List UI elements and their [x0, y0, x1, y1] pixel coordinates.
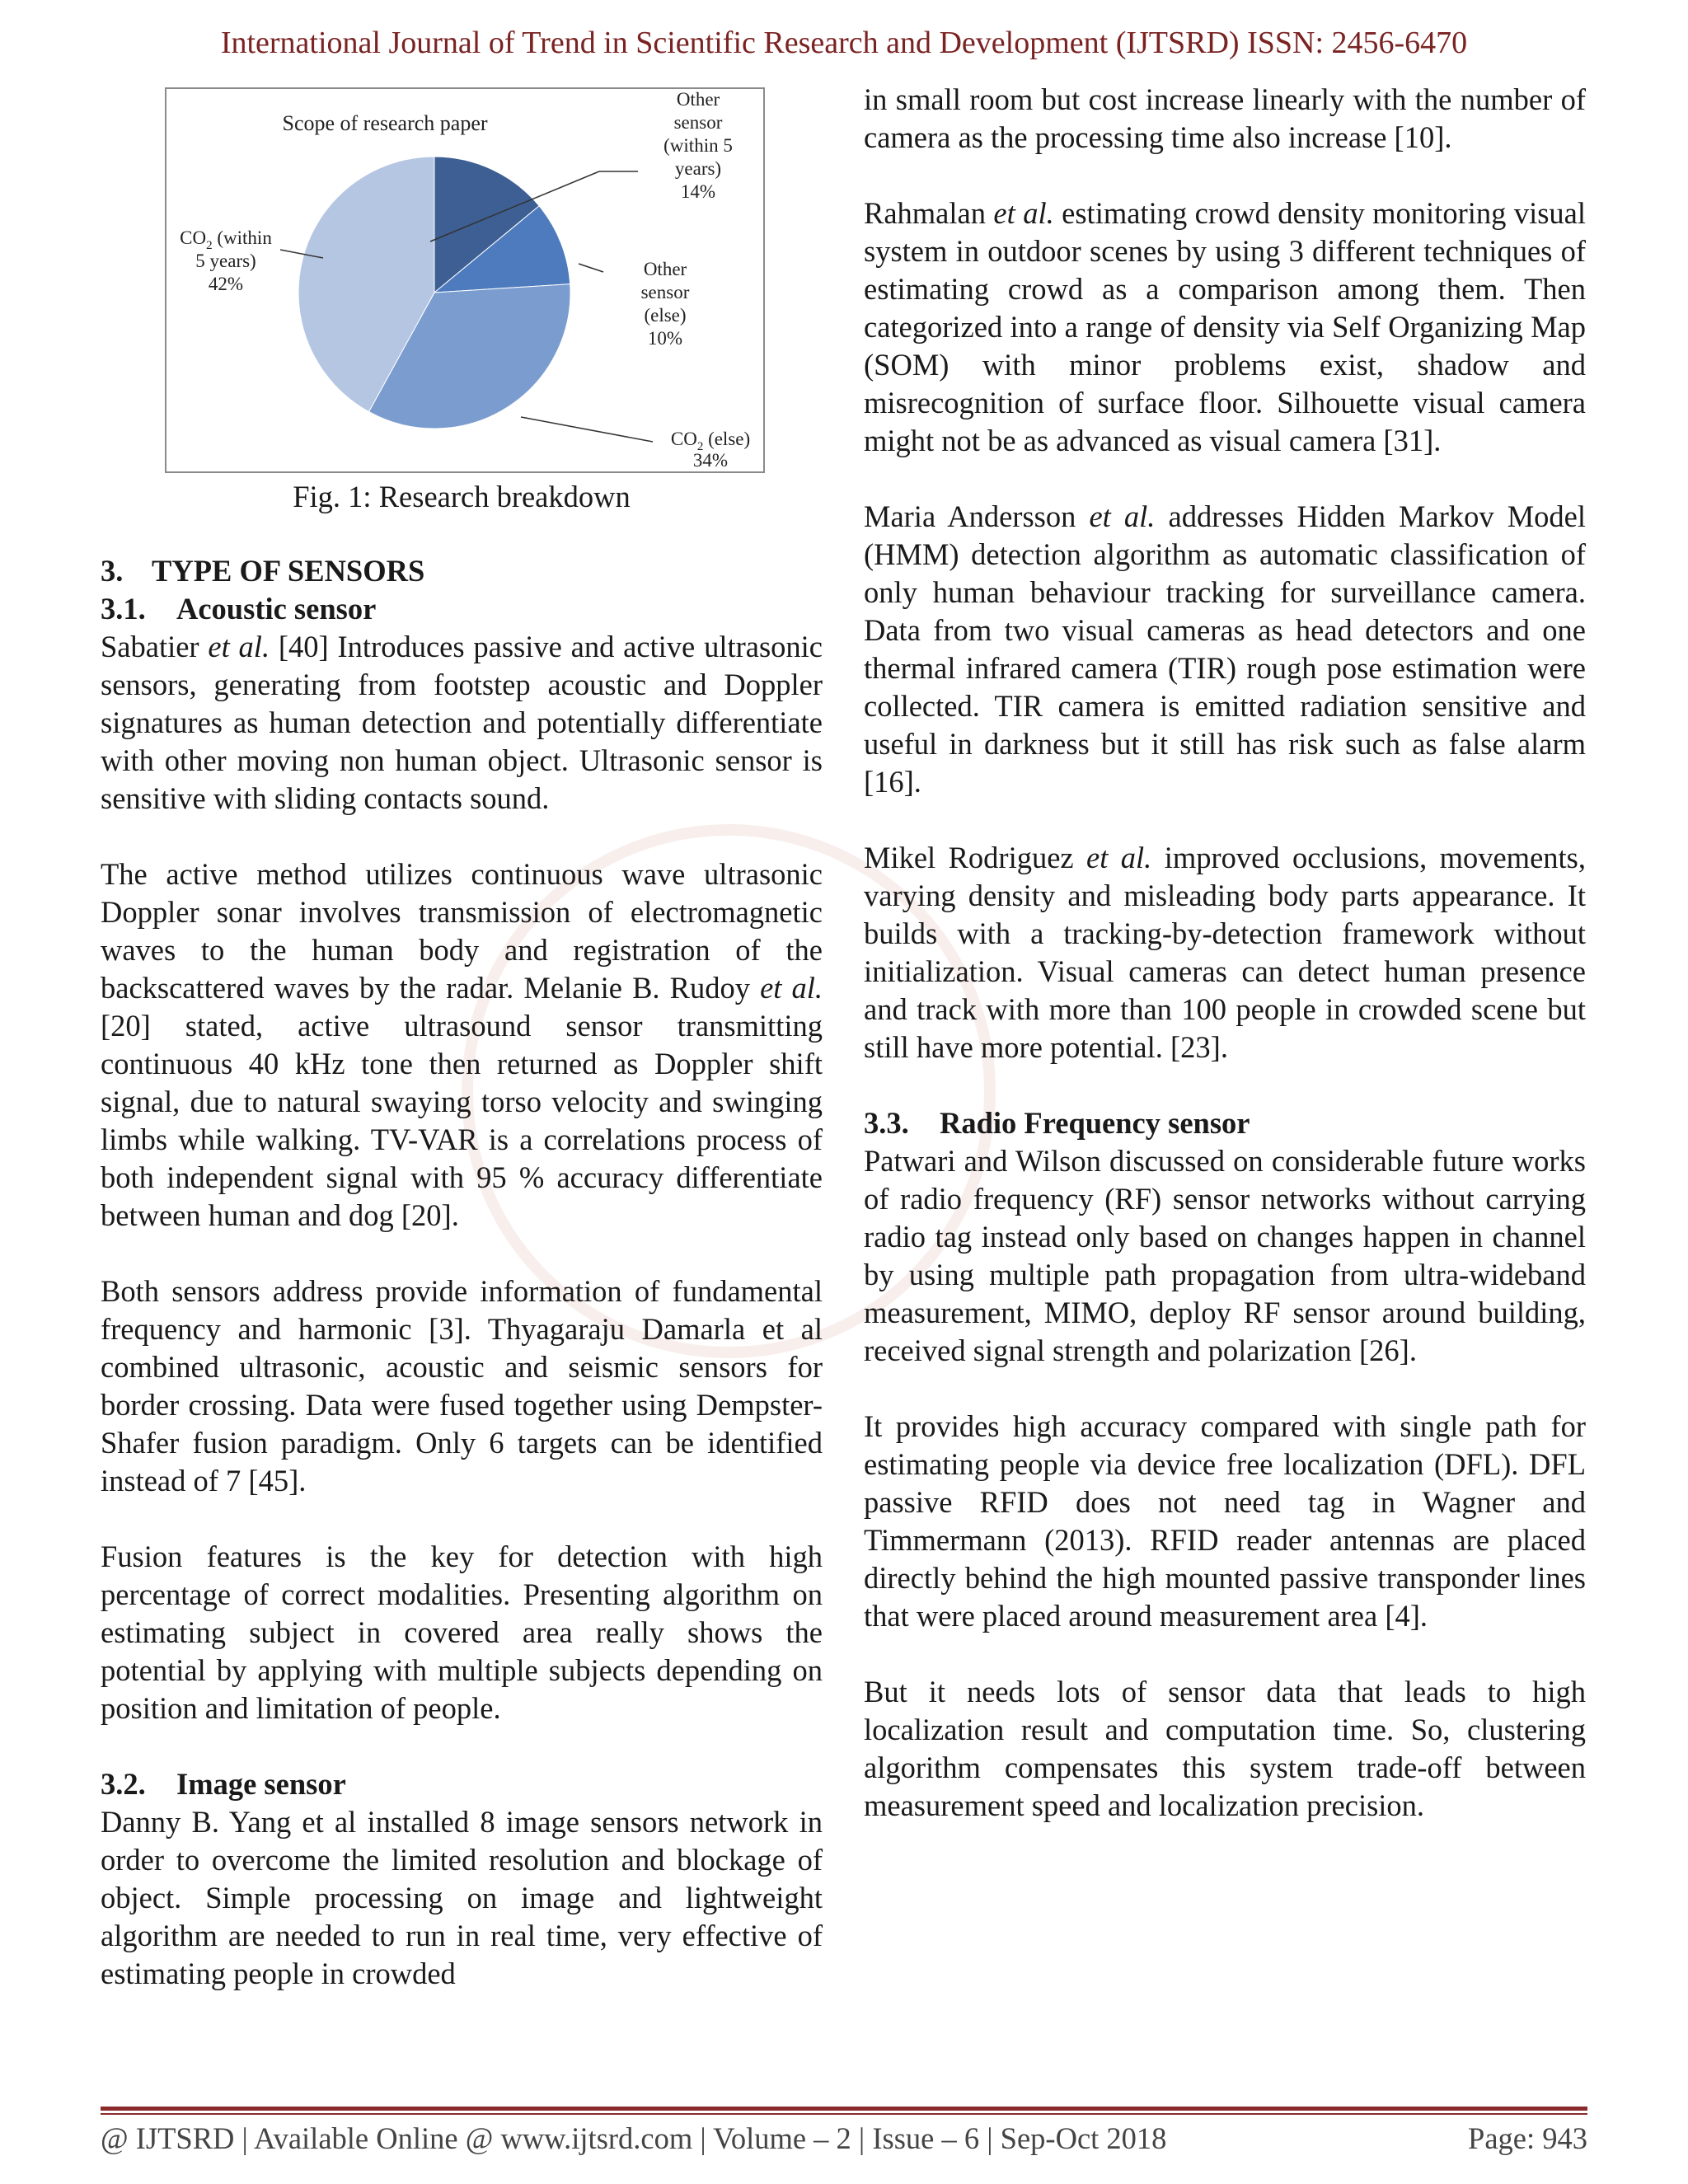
- footer-rule-thin: [101, 2113, 1587, 2115]
- label-s2: $CO_2$ (else): [670, 429, 751, 453]
- figure-caption: Fig. 1: Research breakdown: [293, 480, 631, 513]
- leader-line-s1: [579, 264, 603, 272]
- paragraph: It provides high accuracy compared with single path for estimating people via device free localization (DFL). DFL passive RFID does not need tag in Wagner and Timmermann (2013). RFID reader antennas are placed directly behind the high mounted passive transponder lines that were placed around measurement area [4].: [864, 1409, 1586, 1633]
- footer-info: @ IJTSRD | Available Online @ www.ijtsrd.com | Volume – 2 | Issue – 6 | Sep-Oct 2018: [101, 2121, 1167, 2155]
- label-s3-1: $CO_2$ (within: [180, 227, 272, 252]
- paragraph: Danny B. Yang et al installed 8 image sensors network in order to overcome the limited resolution and blockage of object. Simple processing on image and lightweight algorithm are needed to run in real time, very effective of estimating people in crowded: [101, 1805, 823, 1990]
- footer-rule: [101, 2107, 1587, 2111]
- label-s0-4: years): [674, 158, 722, 179]
- page-number: Page: 943: [1468, 2121, 1587, 2155]
- subsection-rf: 3.3. Radio Frequency sensor: [864, 1106, 1250, 1140]
- subsection-acoustic: 3.1. Acoustic sensor: [101, 592, 377, 626]
- paragraph: Patwari and Wilson discussed on considerable future works of radio frequency (RF) sensor networks without carrying radio tag instead only based on changes happen in channel by using multiple path propagation from ultra-wideband measurement, MIMO, deploy RF sensor around building, received signal strength and polarization [26].: [864, 1144, 1586, 1367]
- paragraph: Sabatier et al. [40] Introduces passive and active ultrasonic sensors, generating from footstep acoustic and Doppler signatures as human detection and potentially differentiate with other moving non human object. Ultrasonic sensor is sensitive with sliding contacts sound.: [101, 630, 823, 815]
- paragraph: Mikel Rodriguez et al. improved occlusions, movements, varying density and misleading body parts appearance. It builds with a tracking-by-detection framework without initialization. Visual cameras can detect human presence and track with more than 100 people in crowded scene but still have more potential. [23].: [864, 841, 1586, 1064]
- pie-chart-svg: [166, 89, 765, 473]
- paragraph: Maria Andersson et al. addresses Hidden Markov Model (HMM) detection algorithm as automatic classification of only human behaviour tracking for surveillance camera. Data from two visual cameras as head detectors and one thermal infrared camera (TIR) rough pose estimation were collected. TIR camera is emitted radiation sensitive and useful in darkness but it still has risk such as false alarm [16].: [864, 499, 1587, 799]
- label-s1-pct: 10%: [647, 328, 683, 349]
- paragraph: But it needs lots of sensor data that leads to high localization result and computation time. So, clustering algorithm compensates this system trade-off between measurement speed and localization precision.: [864, 1675, 1586, 1822]
- label-s0-2: sensor: [673, 112, 723, 133]
- journal-header: International Journal of Trend in Scientific Research and Development (IJTSRD) ISSN: 2456-6470: [220, 26, 1468, 60]
- paragraph: The active method utilizes continuous wave ultrasonic Doppler sonar involves transmission of electromagnetic waves to the human body and registration of the backscattered waves by the radar. Melanie B. Rudoy et al. [20] stated, active ultrasound sensor transmitting continuous 40 kHz tone then returned as Doppler shift signal, due to natural swaying torso velocity and swinging limbs while walking. TV-VAR is a correlations process of both independent signal with 95 % accuracy differentiate between human and dog [20].: [101, 857, 823, 1232]
- label-s0-1: Other: [676, 89, 720, 110]
- page-footer: [101, 2120, 1587, 2158]
- figure-pie-chart: [165, 87, 765, 473]
- label-s0-pct: 14%: [680, 181, 716, 202]
- paragraph: Rahmalan et al. estimating crowd density monitoring visual system in outdoor scenes by using 3 different techniques of estimating crowd as a comparison among them. Then categorized into a range of density via Self Organizing Map (SOM) with minor problems exist, shadow and misrecognition of surface floor. Silhouette visual camera might not be as advanced as visual camera [31].: [864, 196, 1586, 457]
- label-s0-3: (within 5: [663, 135, 733, 156]
- subsection-image: 3.2. Image sensor: [101, 1767, 346, 1801]
- label-s2-pct: 34%: [692, 450, 729, 471]
- label-s3-2: 5 years): [195, 251, 256, 271]
- label-s1-1: Other: [643, 259, 687, 279]
- paragraph: Both sensors address provide information of fundamental frequency and harmonic [3]. Thyagaraju Damarla et al combined ultrasonic, acoustic and seismic sensors for border crossing. Data were fused together using Dempster-Shafer fusion paradigm. Only 6 targets can be identified instead of 7 [45].: [101, 1274, 823, 1497]
- label-s1-2: sensor: [640, 282, 690, 302]
- left-column: [101, 81, 823, 1993]
- leader-line-s2: [521, 417, 653, 442]
- label-s1-3: (else): [644, 305, 687, 326]
- label-s3-pct: 42%: [208, 274, 244, 294]
- paragraph: in small room but cost increase linearly with the number of camera as the processing time also increase [10].: [864, 82, 1586, 154]
- paragraph: Fusion features is the key for detection with high percentage of correct modalities. Presenting algorithm on estimating subject in covered area really shows the potential by applying with multiple subjects depending on position and limitation of people.: [101, 1540, 823, 1725]
- right-column: [864, 81, 1586, 1825]
- chart-title: Scope of research paper: [282, 111, 488, 135]
- section-heading: 3. TYPE OF SENSORS: [101, 554, 425, 588]
